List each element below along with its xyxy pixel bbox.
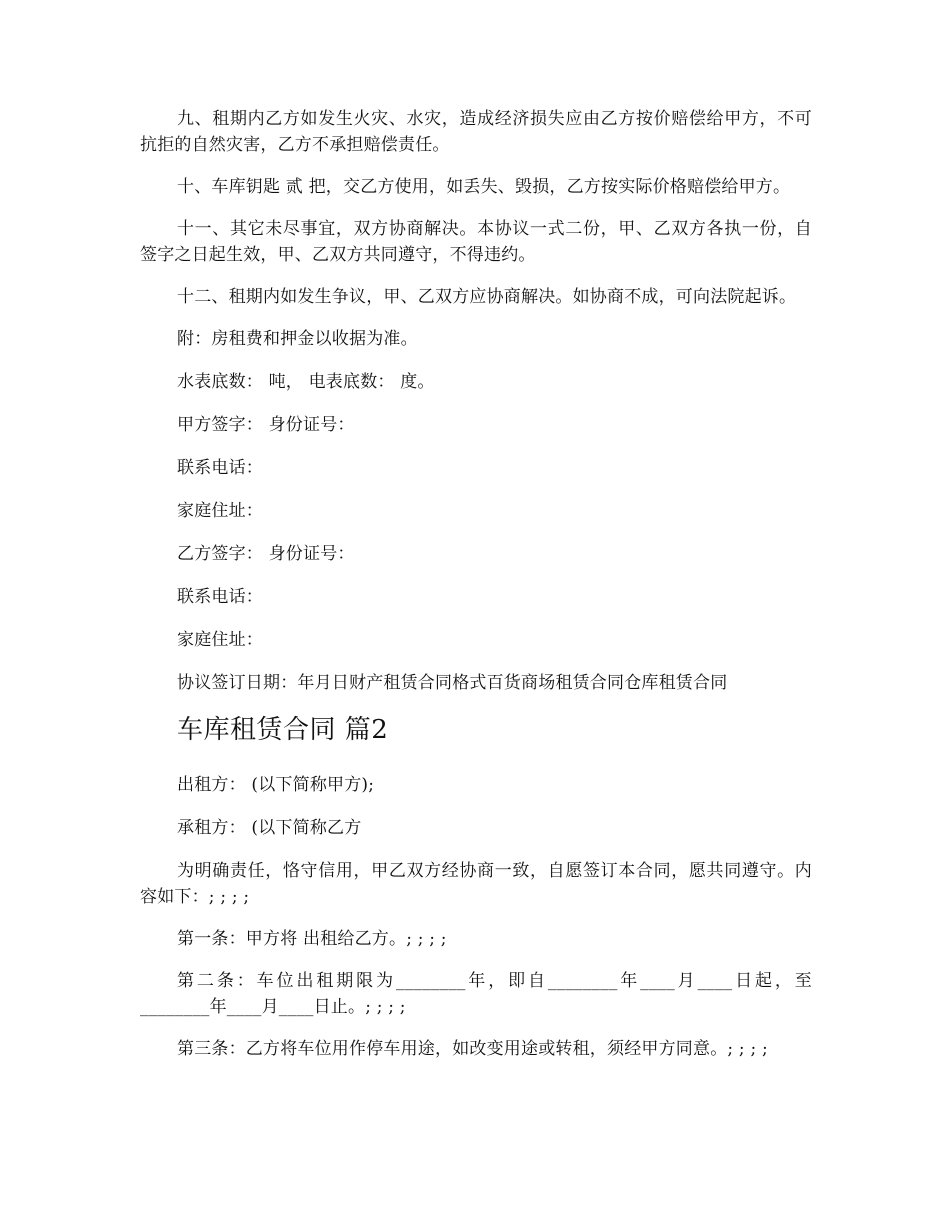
article-2: 第二条：车位出租期限为________年，即自________年____月____日起，至________年____月____日止。; ; ; ;: [140, 971, 812, 1017]
clause-9: 九、租期内乙方如发生火灾、水灾，造成经济损失应由乙方按价赔偿给甲方，不可抗拒的自然灾害，乙方不承担赔偿责任。: [140, 109, 812, 155]
preamble: 为明确责任，恪守信用，甲乙双方经协商一致，自愿签订本合同，愿共同遵守。内容如下：; ; ; ;: [140, 861, 812, 907]
article-1: 第一条：甲方将 出租给乙方。; ; ; ;: [177, 929, 447, 949]
clause-10: 十、车库钥匙 贰 把，交乙方使用，如丢失、毁损，乙方按实际价格赔偿给甲方。: [177, 177, 791, 197]
party-b-phone: 联系电话：: [177, 587, 263, 607]
signing-date: 协议签订日期：年月日财产租赁合同格式百货商场租赁合同仓库租赁合同: [177, 673, 728, 693]
party-a-signature: 甲方签字： 身份证号：: [177, 415, 355, 435]
party-a-phone: 联系电话：: [177, 458, 263, 478]
clause-12: 十二、租期内如发生争议，甲、乙双方应协商解决。如协商不成，可向法院起诉。: [177, 287, 797, 307]
meter-readings: 水表底数： 吨， 电表底数： 度。: [177, 372, 435, 392]
lessee-line: 承租方： (以下简称乙方: [177, 818, 362, 838]
document-body: [140, 106, 812, 1078]
party-b-address: 家庭住址：: [177, 630, 263, 650]
appendix-note: 附：房租费和押金以收据为准。: [177, 329, 418, 349]
party-b-signature: 乙方签字： 身份证号：: [177, 544, 355, 564]
article-3: 第三条：乙方将车位用作停车用途，如改变用途或转租，须经甲方同意。; ; ; ;: [177, 1039, 768, 1059]
section-heading: 车库租赁合同 篇2: [177, 715, 389, 745]
party-a-address: 家庭住址：: [177, 501, 263, 521]
clause-11: 十一、其它未尽事宜，双方协商解决。本协议一式二份，甲、乙双方各执一份，自签字之日起生效，甲、乙双方共同遵守，不得违约。: [140, 219, 812, 265]
lessor-line: 出租方： (以下简称甲方);: [177, 775, 375, 795]
